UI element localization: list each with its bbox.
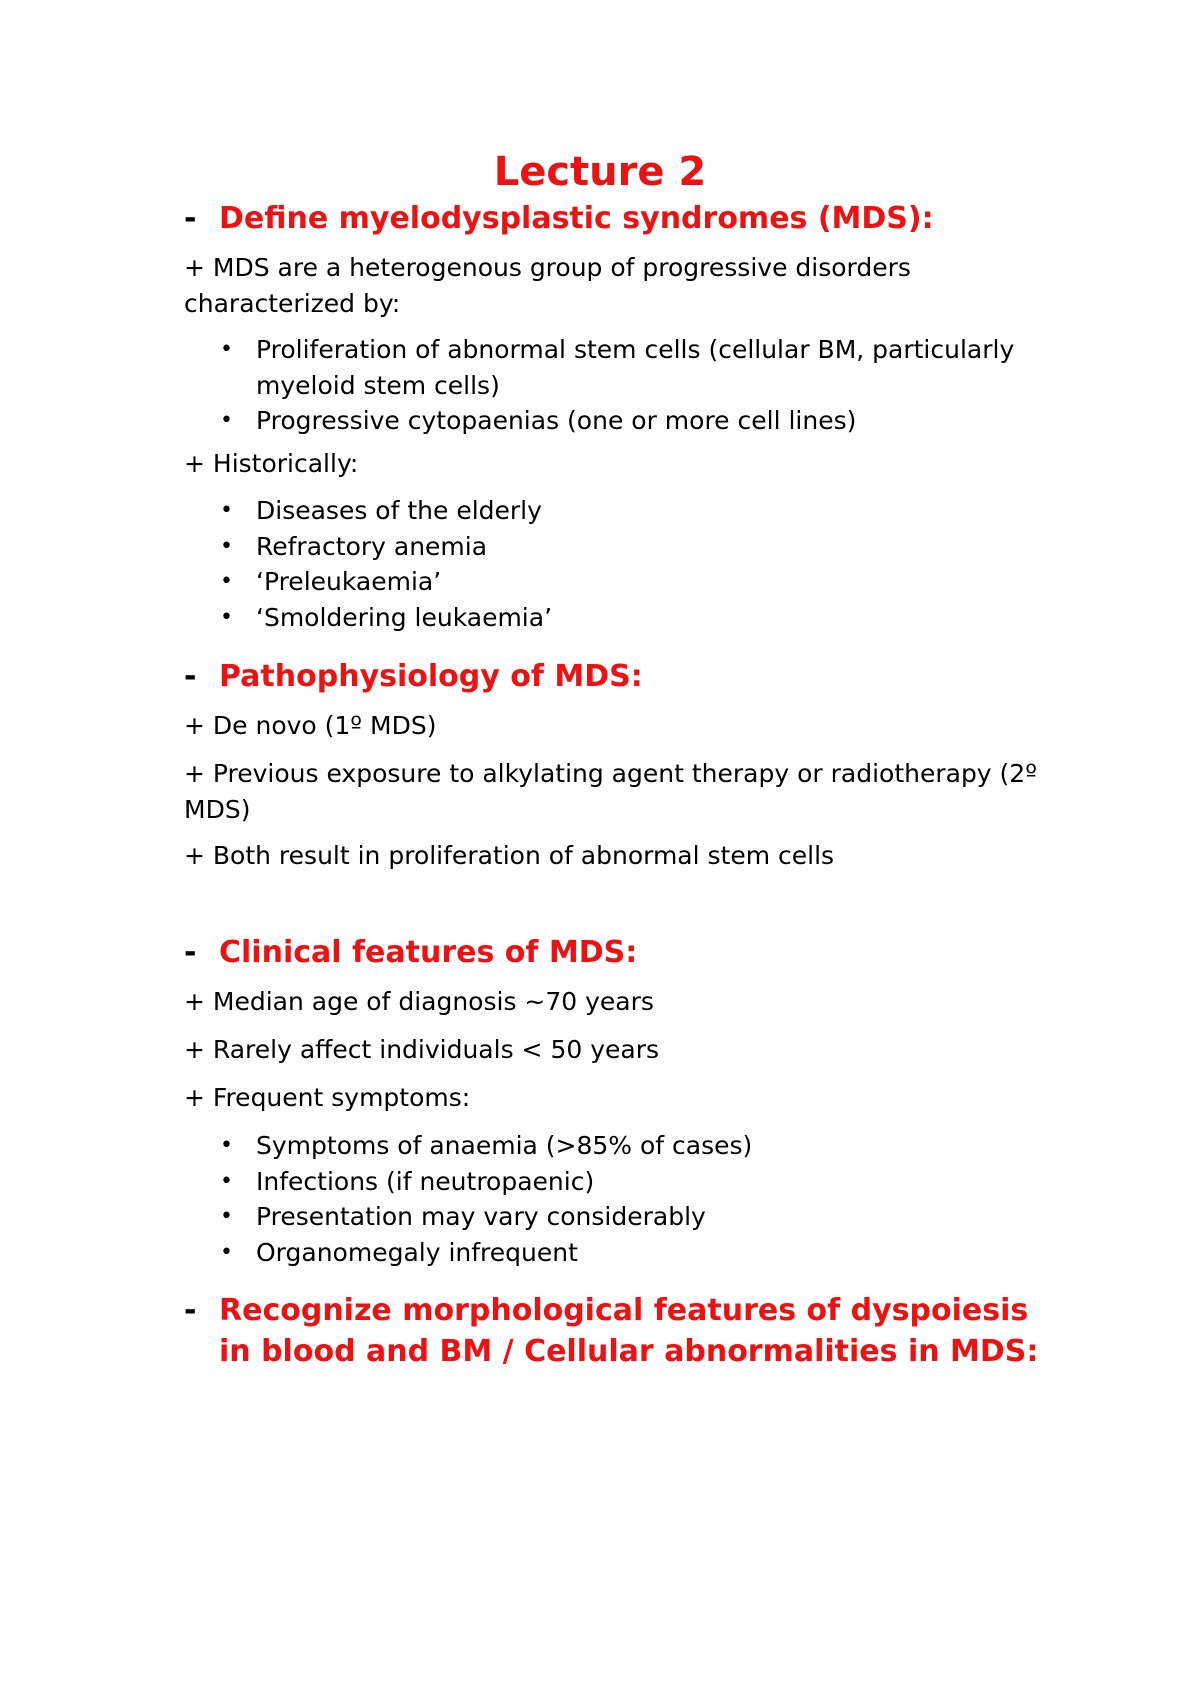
dash-marker: - bbox=[184, 935, 197, 970]
section-heading-text: Pathophysiology of MDS: bbox=[219, 659, 643, 694]
paragraph-previous-exposure: + Previous exposure to alkylating agent therapy or radiotherapy (2º MDS) bbox=[184, 759, 1037, 824]
list-item-text: Proliferation of abnormal stem cells (cellular BM, particularly myeloid stem cells) bbox=[256, 335, 1015, 400]
list-item-text: Progressive cytopaenias (one or more cell lines) bbox=[256, 406, 857, 435]
list-item bbox=[184, 1164, 1064, 1200]
section-heading-pathophysiology bbox=[184, 656, 1064, 697]
list-item bbox=[184, 1128, 1064, 1164]
page-title: Lecture 2 bbox=[493, 149, 707, 195]
list-item bbox=[184, 529, 1064, 565]
list-item bbox=[184, 332, 1064, 403]
list-item bbox=[184, 564, 1064, 600]
dash-marker: - bbox=[184, 659, 197, 694]
section-heading-clinical-features bbox=[184, 932, 1064, 973]
list-item bbox=[184, 493, 1064, 529]
bullet-icon: • bbox=[220, 1133, 233, 1158]
list-item bbox=[184, 1199, 1064, 1235]
section-heading-text: Clinical features of MDS: bbox=[219, 935, 638, 970]
bullet-icon: • bbox=[220, 408, 233, 433]
dash-marker: - bbox=[184, 1293, 197, 1328]
list-item-text: Infections (if neutropaenic) bbox=[256, 1166, 595, 1196]
section-heading-text: Recognize morphological features of dyspoiesis in blood and BM / Cellular abnormalities in MDS: bbox=[219, 1293, 1039, 1369]
bullet-icon: • bbox=[220, 604, 233, 630]
bullet-icon: • bbox=[220, 337, 233, 362]
paragraph-both-result: + Both result in proliferation of abnormal stem cells bbox=[184, 841, 835, 870]
list-item bbox=[184, 1235, 1064, 1271]
bullet-icon: • bbox=[220, 1168, 233, 1194]
list-item-text: Organomegaly infrequent bbox=[256, 1237, 578, 1267]
list-item bbox=[184, 600, 1064, 636]
bullet-list-historically bbox=[184, 493, 1064, 635]
bullet-icon: • bbox=[220, 569, 233, 594]
bullet-icon: • bbox=[220, 533, 233, 559]
paragraph-de-novo: + De novo (1º MDS) bbox=[184, 711, 437, 740]
paragraph-historically: + Historically: bbox=[184, 449, 359, 478]
paragraph-frequent-symptoms: + Frequent symptoms: bbox=[184, 1083, 471, 1112]
list-item-text: Refractory anemia bbox=[256, 531, 488, 561]
bullet-list-characteristics bbox=[184, 332, 1064, 439]
list-item-text: ‘Smoldering leukaemia’ bbox=[256, 602, 553, 632]
list-item-text: Presentation may vary considerably bbox=[256, 1202, 706, 1231]
bullet-list-symptoms bbox=[184, 1128, 1064, 1270]
section-heading-morphological-features bbox=[184, 1290, 1064, 1372]
bullet-icon: • bbox=[220, 498, 233, 523]
paragraph-mds-definition: + MDS are a heterogenous group of progressive disorders characterized by: bbox=[184, 253, 911, 318]
list-item-text: Symptoms of anaemia (>85% of cases) bbox=[256, 1131, 753, 1160]
section-heading-define-mds bbox=[184, 198, 1064, 239]
list-item-text: ‘Preleukaemia’ bbox=[256, 567, 442, 596]
paragraph-rarely-affect: + Rarely affect individuals < 50 years bbox=[184, 1035, 659, 1064]
section-heading-text: Define myelodysplastic syndromes (MDS): bbox=[219, 201, 934, 236]
dash-marker: - bbox=[184, 201, 197, 236]
list-item bbox=[184, 403, 1064, 439]
bullet-icon: • bbox=[220, 1204, 233, 1229]
paragraph-median-age: + Median age of diagnosis ~70 years bbox=[184, 987, 654, 1016]
bullet-icon: • bbox=[220, 1239, 233, 1265]
list-item-text: Diseases of the elderly bbox=[256, 496, 542, 525]
